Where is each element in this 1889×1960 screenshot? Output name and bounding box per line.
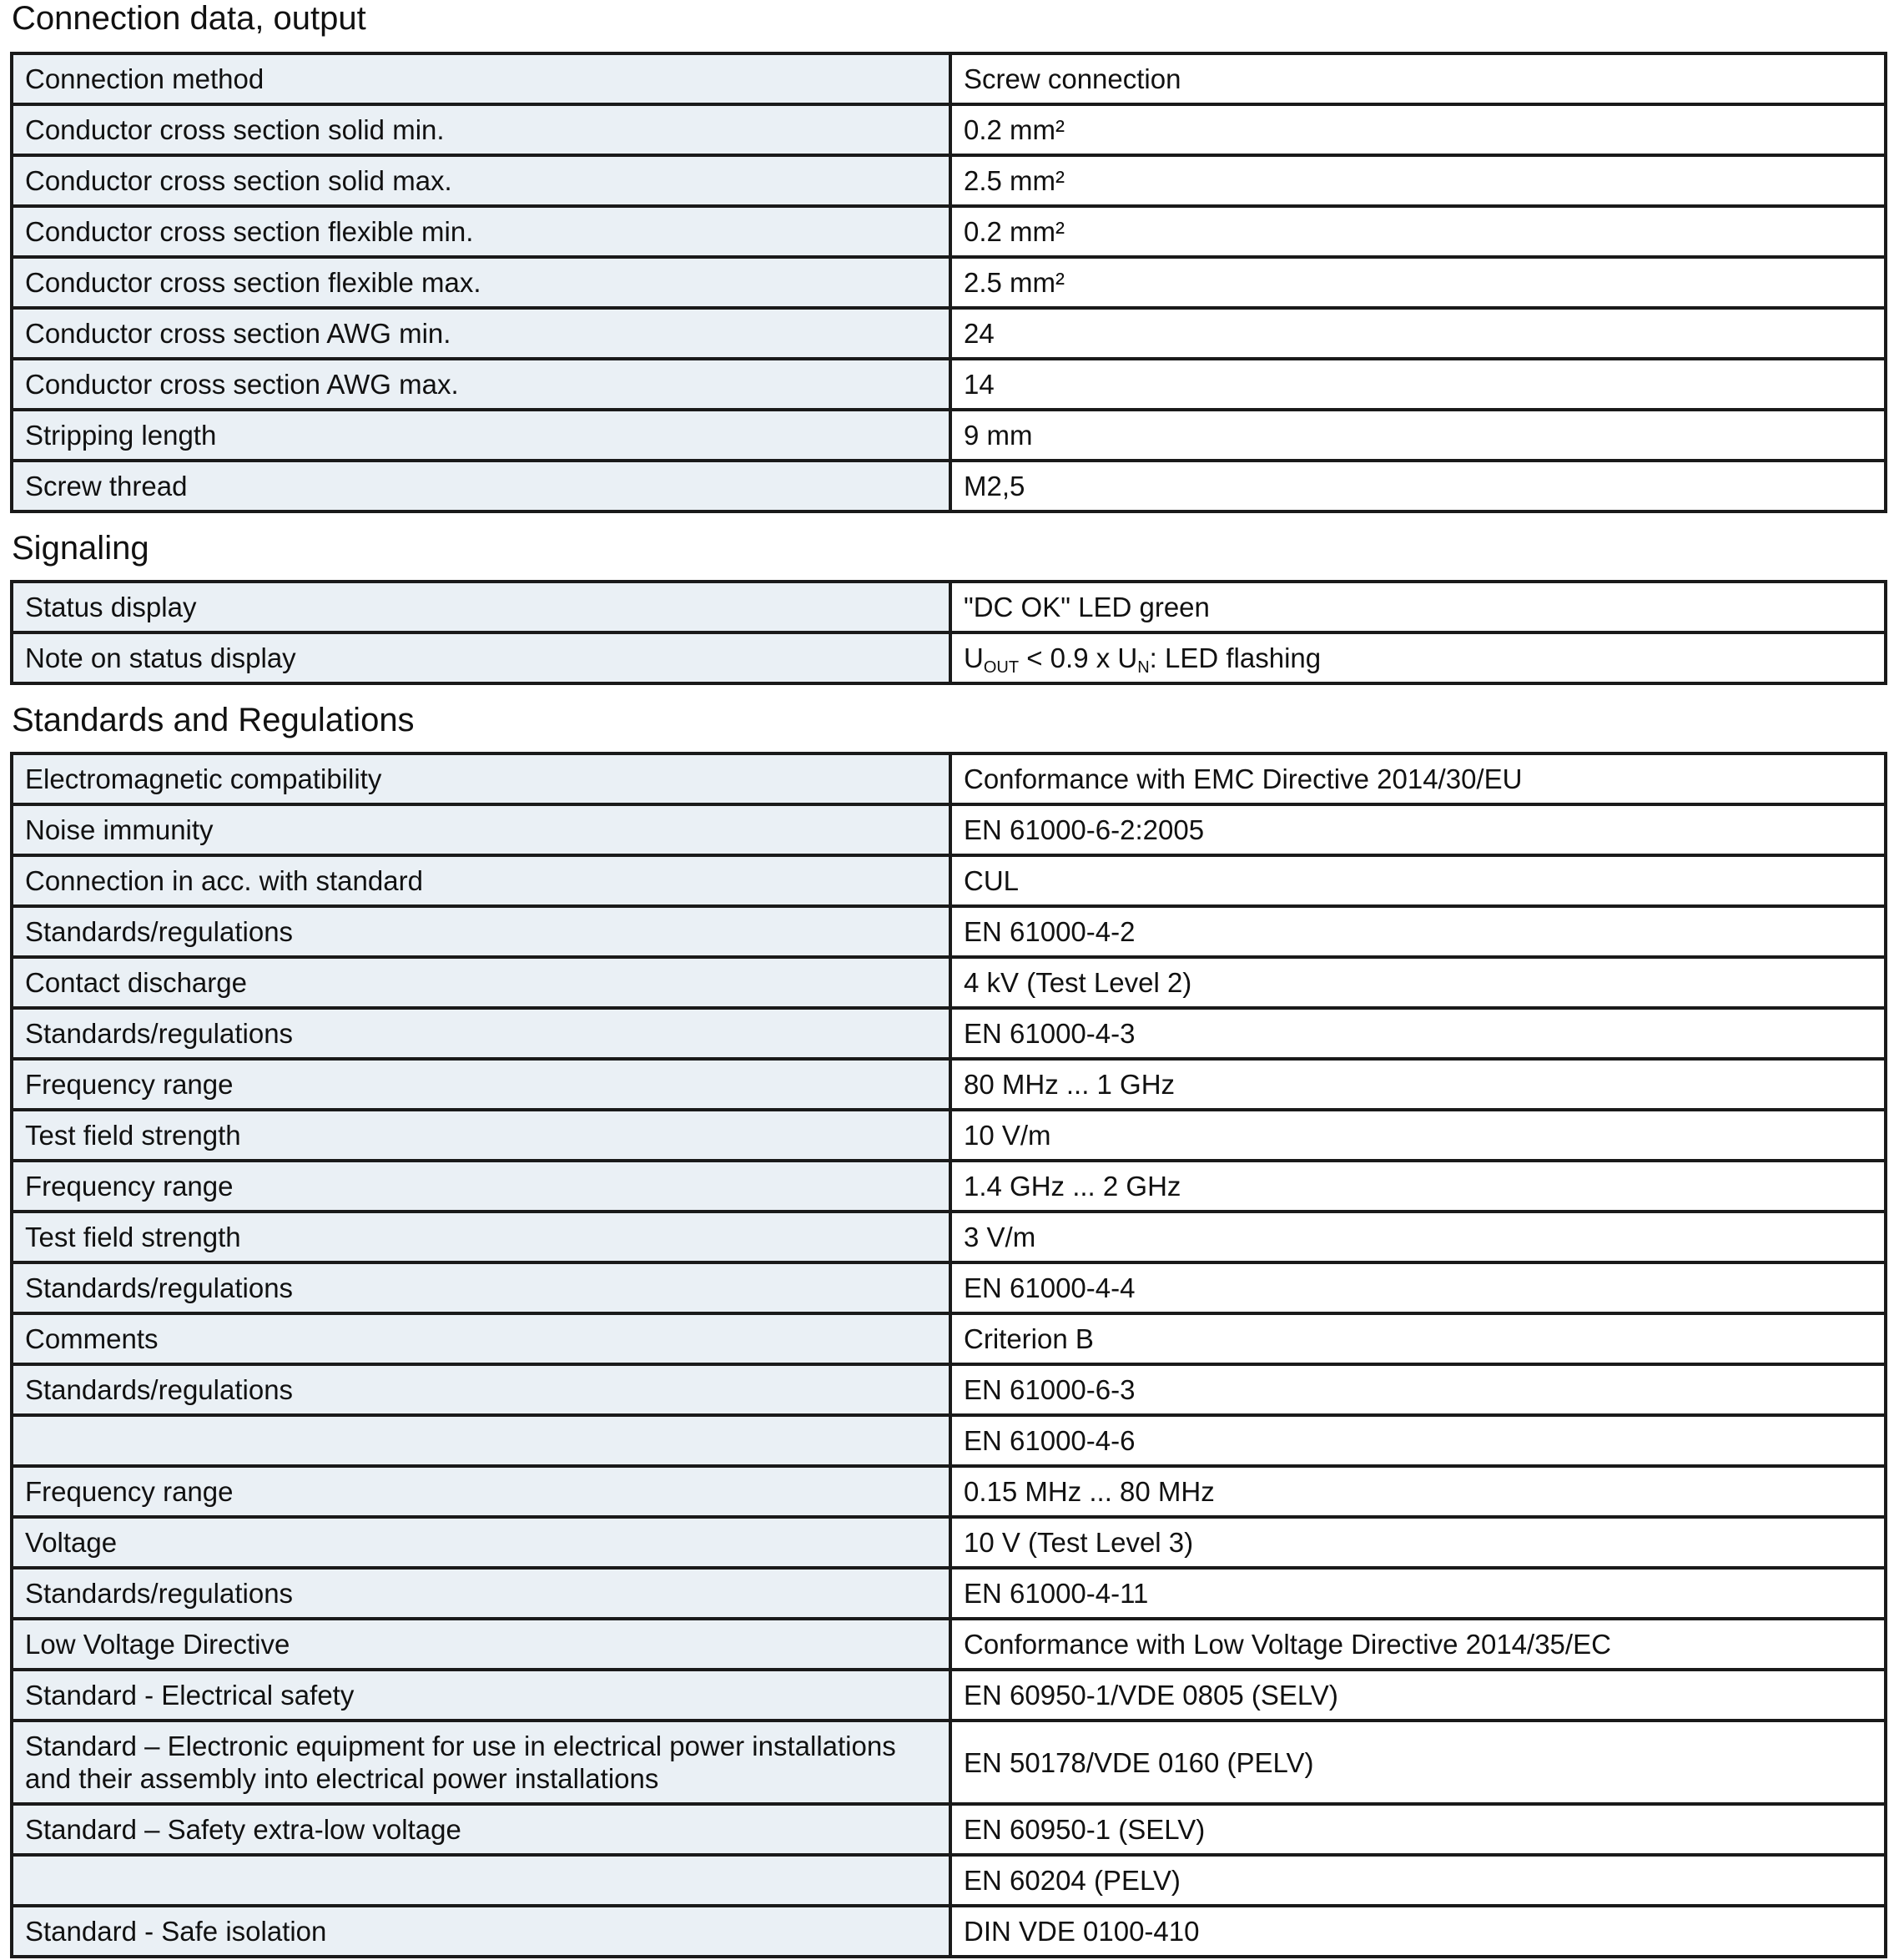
table-row <box>12 804 1886 855</box>
row-label: Standard - Safe isolation <box>12 1906 950 1957</box>
table-row <box>12 53 1886 104</box>
row-value: Conformance with EMC Directive 2014/30/EU <box>950 753 1886 804</box>
row-label: Standard – Electronic equipment for use in electrical power installations and their assembly into electrical power installations <box>12 1721 950 1804</box>
row-label: Conductor cross section flexible max. <box>12 257 950 308</box>
row-label: Comments <box>12 1313 950 1364</box>
table-row <box>12 308 1886 359</box>
section-title-signaling: Signaling <box>12 530 149 567</box>
row-value: 80 MHz ... 1 GHz <box>950 1059 1886 1110</box>
table-row <box>12 1212 1886 1262</box>
row-value: 10 V (Test Level 3) <box>950 1517 1886 1568</box>
row-value: Criterion B <box>950 1313 1886 1364</box>
row-label: Contact discharge <box>12 957 950 1008</box>
table-row <box>12 1313 1886 1364</box>
row-label: Noise immunity <box>12 804 950 855</box>
table-row <box>12 1906 1886 1957</box>
subscript-out: OUT <box>983 658 1020 677</box>
row-value: EN 60204 (PELV) <box>950 1855 1886 1906</box>
table-row <box>12 359 1886 410</box>
row-value: EN 61000-4-11 <box>950 1568 1886 1619</box>
table-row <box>12 1517 1886 1568</box>
row-value: 10 V/m <box>950 1110 1886 1161</box>
row-label: Standards/regulations <box>12 1008 950 1059</box>
row-label: Standards/regulations <box>12 1364 950 1415</box>
value-text: < 0.9 x U <box>1019 642 1138 673</box>
row-value: 0.2 mm² <box>950 104 1886 155</box>
row-label: Standard – Safety extra-low voltage <box>12 1804 950 1855</box>
row-value-status-note <box>950 632 1886 683</box>
table-row <box>12 257 1886 308</box>
row-label: Low Voltage Directive <box>12 1619 950 1670</box>
row-label: Conductor cross section AWG min. <box>12 308 950 359</box>
table-row <box>12 753 1886 804</box>
row-label <box>12 1855 950 1906</box>
row-value: EN 60950-1 (SELV) <box>950 1804 1886 1855</box>
table-row <box>12 461 1886 511</box>
datasheet-page <box>0 2 1889 1960</box>
table-row <box>12 582 1886 632</box>
table-row <box>12 1008 1886 1059</box>
row-value: 0.2 mm² <box>950 206 1886 257</box>
row-value: 2.5 mm² <box>950 155 1886 206</box>
table-row <box>12 1568 1886 1619</box>
signaling-table <box>10 580 1887 685</box>
table-row <box>12 206 1886 257</box>
row-label: Voltage <box>12 1517 950 1568</box>
table-row <box>12 1619 1886 1670</box>
row-label: Frequency range <box>12 1466 950 1517</box>
row-value: EN 61000-4-2 <box>950 906 1886 957</box>
table-row <box>12 855 1886 906</box>
row-label: Frequency range <box>12 1059 950 1110</box>
connection-data-table <box>10 52 1887 513</box>
table-row <box>12 1855 1886 1906</box>
row-value: EN 61000-6-2:2005 <box>950 804 1886 855</box>
row-value: 3 V/m <box>950 1212 1886 1262</box>
subscript-n: N <box>1137 658 1150 677</box>
section-title-standards: Standards and Regulations <box>12 702 415 738</box>
row-label: Standards/regulations <box>12 906 950 957</box>
row-value: EN 50178/VDE 0160 (PELV) <box>950 1721 1886 1804</box>
table-row <box>12 1161 1886 1212</box>
row-value: 9 mm <box>950 410 1886 461</box>
row-label: Connection in acc. with standard <box>12 855 950 906</box>
row-label: Stripping length <box>12 410 950 461</box>
row-label: Status display <box>12 582 950 632</box>
row-value: 1.4 GHz ... 2 GHz <box>950 1161 1886 1212</box>
row-value: 0.15 MHz ... 80 MHz <box>950 1466 1886 1517</box>
row-label: Standards/regulations <box>12 1262 950 1313</box>
table-row <box>12 1110 1886 1161</box>
row-label: Conductor cross section solid min. <box>12 104 950 155</box>
table-row <box>12 1804 1886 1855</box>
row-label: Conductor cross section AWG max. <box>12 359 950 410</box>
row-value: 14 <box>950 359 1886 410</box>
row-value: EN 61000-4-3 <box>950 1008 1886 1059</box>
table-row <box>12 1059 1886 1110</box>
row-label: Standard - Electrical safety <box>12 1670 950 1721</box>
row-value: DIN VDE 0100-410 <box>950 1906 1886 1957</box>
row-value: 4 kV (Test Level 2) <box>950 957 1886 1008</box>
row-value: EN 61000-6-3 <box>950 1364 1886 1415</box>
row-value: Conformance with Low Voltage Directive 2014/35/EC <box>950 1619 1886 1670</box>
table-row <box>12 632 1886 683</box>
table-row <box>12 410 1886 461</box>
row-value: CUL <box>950 855 1886 906</box>
row-value: M2,5 <box>950 461 1886 511</box>
standards-table <box>10 752 1887 1958</box>
row-label: Note on status display <box>12 632 950 683</box>
table-row <box>12 155 1886 206</box>
table-row <box>12 1466 1886 1517</box>
table-row <box>12 1364 1886 1415</box>
row-label: Connection method <box>12 53 950 104</box>
row-value: Screw connection <box>950 53 1886 104</box>
row-label: Test field strength <box>12 1212 950 1262</box>
row-value: EN 60950-1/VDE 0805 (SELV) <box>950 1670 1886 1721</box>
value-text: : LED flashing <box>1149 642 1322 673</box>
table-row <box>12 957 1886 1008</box>
row-label: Conductor cross section flexible min. <box>12 206 950 257</box>
table-row <box>12 1670 1886 1721</box>
table-row <box>12 906 1886 957</box>
row-label: Screw thread <box>12 461 950 511</box>
table-row <box>12 1262 1886 1313</box>
row-label: Electromagnetic compatibility <box>12 753 950 804</box>
table-row <box>12 1721 1886 1804</box>
row-label <box>12 1415 950 1466</box>
value-text: U <box>964 642 984 673</box>
row-label: Frequency range <box>12 1161 950 1212</box>
row-value: 2.5 mm² <box>950 257 1886 308</box>
row-value: EN 61000-4-4 <box>950 1262 1886 1313</box>
table-row <box>12 1415 1886 1466</box>
table-row <box>12 104 1886 155</box>
row-label: Standards/regulations <box>12 1568 950 1619</box>
row-label: Test field strength <box>12 1110 950 1161</box>
row-value: EN 61000-4-6 <box>950 1415 1886 1466</box>
row-label: Conductor cross section solid max. <box>12 155 950 206</box>
row-value: "DC OK" LED green <box>950 582 1886 632</box>
row-value: 24 <box>950 308 1886 359</box>
section-title-connection-data: Connection data, output <box>12 0 366 37</box>
